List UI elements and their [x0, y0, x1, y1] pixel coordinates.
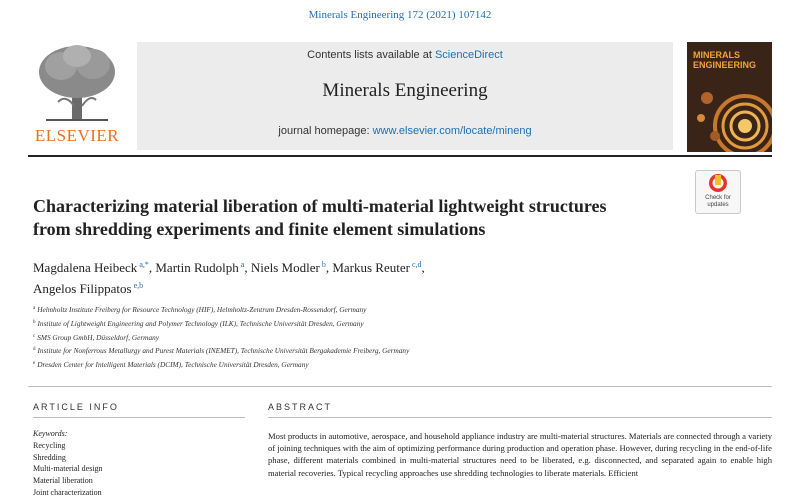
affiliation-text: Dresden Center for Intelligent Materials (DCIM), Technische Universität Dresden, Germany	[37, 360, 309, 370]
author-separator: ,	[244, 260, 251, 275]
author-name[interactable]: Markus Reuter	[332, 260, 410, 275]
elsevier-wordmark: ELSEVIER	[34, 126, 120, 145]
affiliation-list	[33, 303, 633, 372]
elsevier-logo[interactable]	[28, 42, 126, 152]
affiliation-mark: e	[33, 361, 36, 367]
journal-cover[interactable]	[687, 42, 772, 152]
affiliation-text: Institute for Nonferrous Metallurgy and Purest Materials (INEMET), Technische Universität Bergakademie Freiberg, Germany	[37, 346, 410, 356]
affiliation-text: SMS Group GmbH, Düsseldorf, Germany	[37, 332, 159, 342]
abstract-text: Most products in automotive, aerospace, and household appliance industry are multi-material structures. Materials are connected through a variety of joining techniques with the aim of optimizing performance during production and operation phase. However, during recycling in the end-of-life phase, different materials combined in multi-material structures need to be liberated, e.g. disconnected, and separated again to enable high material recoveries. Typical recycling approaches use shredding technologies to liberate materials. Efficient	[268, 431, 772, 478]
author-affiliation-mark[interactable]: b	[321, 260, 326, 269]
keyword-item: Recycling	[33, 440, 66, 450]
author-affiliation-mark[interactable]: a,*	[139, 260, 149, 269]
journal-title[interactable]: Minerals Engineering	[322, 80, 488, 101]
affiliation-item	[33, 344, 633, 358]
article-title-line2: from shredding experiments and finite element simulations	[33, 219, 486, 239]
check-for-updates-button[interactable]	[695, 170, 741, 214]
abstract-heading: ABSTRACT	[268, 402, 333, 412]
abstract-rule	[268, 417, 772, 418]
affiliation-text: Helmholtz Institute Freiberg for Resource Technology (HIF), Helmholtz-Zentrum Dresden-Rossendorf, Germany	[37, 305, 367, 314]
article-info-rule	[33, 417, 245, 418]
author-separator: ,	[148, 260, 156, 275]
keyword-item: Shredding	[33, 452, 66, 462]
author-affiliation-mark[interactable]: c,d	[411, 260, 422, 269]
affiliation-item	[33, 303, 633, 317]
cover-title-line1: MINERALS	[693, 50, 740, 60]
journal-homepage	[137, 125, 673, 137]
homepage-link[interactable]: www.elsevier.com/locate/mineng	[372, 125, 532, 137]
updates-label-line1: Check for	[705, 195, 731, 201]
author-affiliation-mark[interactable]: e,b	[133, 281, 144, 290]
affiliation-mark: d	[33, 347, 36, 353]
author-name[interactable]: Magdalena Heibeck	[33, 260, 138, 275]
author-name[interactable]: Niels Modler	[250, 260, 320, 275]
author-name[interactable]: Martin Rudolph	[155, 260, 239, 275]
affiliation-mark: c	[33, 333, 36, 339]
article-title	[33, 195, 683, 241]
keyword-item: Material liberation	[33, 476, 93, 486]
contents-availability	[137, 49, 673, 61]
article-info-heading: ARTICLE INFO	[33, 402, 119, 412]
affiliation-mark: b	[33, 319, 36, 325]
author-name[interactable]: Angelos Filippatos	[33, 281, 132, 296]
cover-title-line2: ENGINEERING	[693, 60, 757, 70]
cover-art-image	[687, 78, 772, 152]
affiliation-item	[33, 358, 633, 372]
journal-citation[interactable]: Minerals Engineering 172 (2021) 107142	[308, 9, 492, 21]
updates-label	[696, 195, 740, 209]
keyword-item: Joint characterization	[33, 487, 102, 497]
contents-prefix: Contents lists available at	[307, 49, 435, 61]
homepage-prefix: journal homepage:	[278, 125, 373, 137]
article-title-line1: Characterizing material liberation of multi-material lightweight structures	[33, 196, 607, 216]
header-rule	[28, 155, 772, 157]
sciencedirect-link[interactable]: ScienceDirect	[434, 49, 503, 61]
elsevier-tree-icon	[36, 42, 118, 122]
author-separator: ,	[421, 260, 425, 275]
affiliation-item	[33, 317, 633, 331]
keyword-item: Multi-material design	[33, 464, 103, 474]
update-icon	[696, 171, 740, 195]
affiliation-text: Institute of Lightweight Engineering and Polymer Technology (ILK), Technische Universität Dresden, Germany	[37, 318, 364, 328]
section-rule	[28, 386, 772, 387]
affiliation-item	[33, 331, 633, 345]
keywords-list	[33, 428, 243, 499]
updates-label-line2: updates	[707, 202, 729, 208]
keywords-label: Keywords:	[33, 429, 68, 438]
author-affiliation-mark[interactable]: a	[240, 260, 245, 269]
author-list	[33, 256, 593, 298]
author-separator: ,	[325, 260, 333, 275]
affiliation-mark: a	[33, 306, 36, 311]
cover-title	[693, 50, 756, 70]
